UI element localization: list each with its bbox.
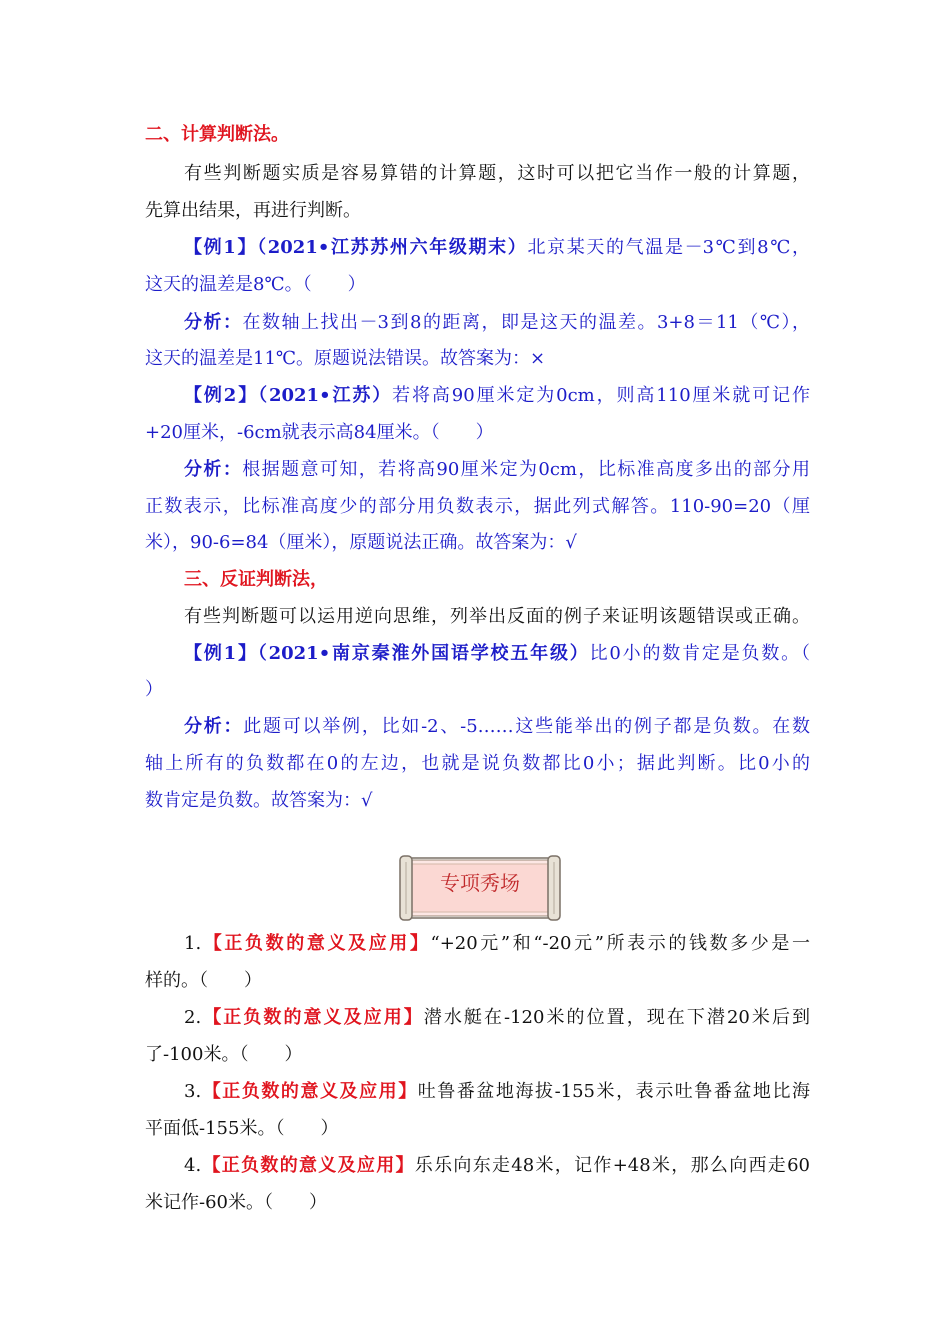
s2-example1-question-line1 (184, 234, 810, 262)
exercise-3-line1 (184, 1078, 810, 1106)
exercise-number: 4. (184, 1155, 202, 1176)
section2-heading: 二、计算判断法。 (145, 124, 289, 145)
section2-intro-line1: 有些判断题实质是容易算错的计算题，这时可以把它当作一般的计算题， (184, 163, 810, 184)
exercise-number: 3. (184, 1081, 202, 1102)
s2-example2-question-line1 (184, 382, 810, 410)
analysis-text: 此题可以举例，比如-2、-5……这些能举出的例子都是负数。在数 (243, 716, 811, 737)
exercise-tag: 【正负数的意义及应用】 (201, 1007, 424, 1028)
analysis-label: 分析： (184, 459, 243, 480)
exercise-3-line2: 平面低-155米。（ ） (145, 1118, 339, 1139)
example-source: （2021•南京秦淮外国语学校五年级） (257, 643, 590, 664)
special-practice-banner (398, 854, 562, 922)
example-label: 【例2】 (184, 385, 259, 406)
banner-title: 专项秀场 (440, 871, 520, 895)
s3-example1-analysis-line3: 数肯定是负数。故答案为：√ (145, 790, 373, 811)
s3-example1-question-line1 (184, 640, 810, 668)
exercise-number: 1. (184, 933, 202, 954)
exercise-1-line2: 样的。（ ） (145, 970, 262, 991)
s2-example1-question-line2: 这天的温差是8℃。（ ） (145, 274, 366, 295)
exercise-2-line1 (184, 1004, 810, 1032)
example-source: （2021•江苏苏州六年级期末） (257, 237, 528, 258)
analysis-text: 根据题意可知，若将高90厘米定为0cm，比标准高度多出的部分用 (242, 459, 810, 480)
analysis-label: 分析： (184, 716, 244, 737)
example-source: （2021•江苏） (258, 385, 393, 406)
exercise-text: 潜水艇在-120米的位置，现在下潜20米后到 (423, 1007, 810, 1028)
exercise-4-line1 (184, 1152, 810, 1180)
s3-example1-analysis-line1 (184, 713, 810, 741)
exercise-tag: 【正负数的意义及应用】 (201, 933, 431, 954)
section3-heading: 三、反证判断法， (184, 569, 328, 590)
s2-example2-question-line2: +20厘米，-6cm就表示高84厘米。（ ） (145, 422, 494, 443)
example-question-text: 北京某天的气温是－3℃到8℃， (527, 237, 810, 258)
exercise-4-line2: 米记作-60米。（ ） (145, 1192, 327, 1213)
exercise-number: 2. (184, 1007, 202, 1028)
example-label: 【例1】 (184, 643, 258, 664)
s2-example1-analysis-line2: 这天的温差是11℃。原题说法错误。故答案为：× (145, 348, 546, 369)
s2-example2-analysis-line1 (184, 456, 810, 484)
example-question-text: 比0小的数肯定是负数。（ (589, 643, 810, 664)
s2-example1-analysis-line1 (184, 309, 810, 337)
example-label: 【例1】 (184, 237, 258, 258)
exercise-text: 乐乐向东走48米，记作+48米，那么向西走60 (414, 1155, 810, 1176)
exercise-tag: 【正负数的意义及应用】 (201, 1081, 418, 1102)
exercise-2-line2: 了-100米。（ ） (145, 1044, 303, 1065)
section3-intro: 有些判断题可以运用逆向思维，列举出反面的例子来证明该题错误或正确。 (184, 606, 810, 627)
example-question-text: 若将高90厘米定为0cm，则高110厘米就可记作 (392, 385, 810, 406)
analysis-text: 在数轴上找出－3到8的距离，即是这天的温差。3+8＝11（℃）， (242, 312, 810, 333)
s3-example1-question-line2: ） (145, 679, 163, 700)
section2-intro-line2: 先算出结果，再进行判断。 (145, 200, 361, 221)
exercise-tag: 【正负数的意义及应用】 (201, 1155, 415, 1176)
exercise-text: “+20元”和“-20元”所表示的钱数多少是一 (430, 933, 811, 954)
s3-example1-analysis-line2: 轴上所有的负数都在0的左边，也就是说负数都比0小；据此判断。比0小的 (145, 753, 810, 774)
exercise-1-line1 (184, 930, 810, 958)
s2-example2-analysis-line3: 米），90-6=84（厘米），原题说法正确。故答案为：√ (145, 532, 577, 553)
s2-example2-analysis-line2: 正数表示，比标准高度少的部分用负数表示，据此列式解答。110-90=20（厘 (145, 496, 810, 517)
analysis-label: 分析： (184, 312, 243, 333)
exercise-text: 吐鲁番盆地海拔-155米，表示吐鲁番盆地比海 (417, 1081, 811, 1102)
